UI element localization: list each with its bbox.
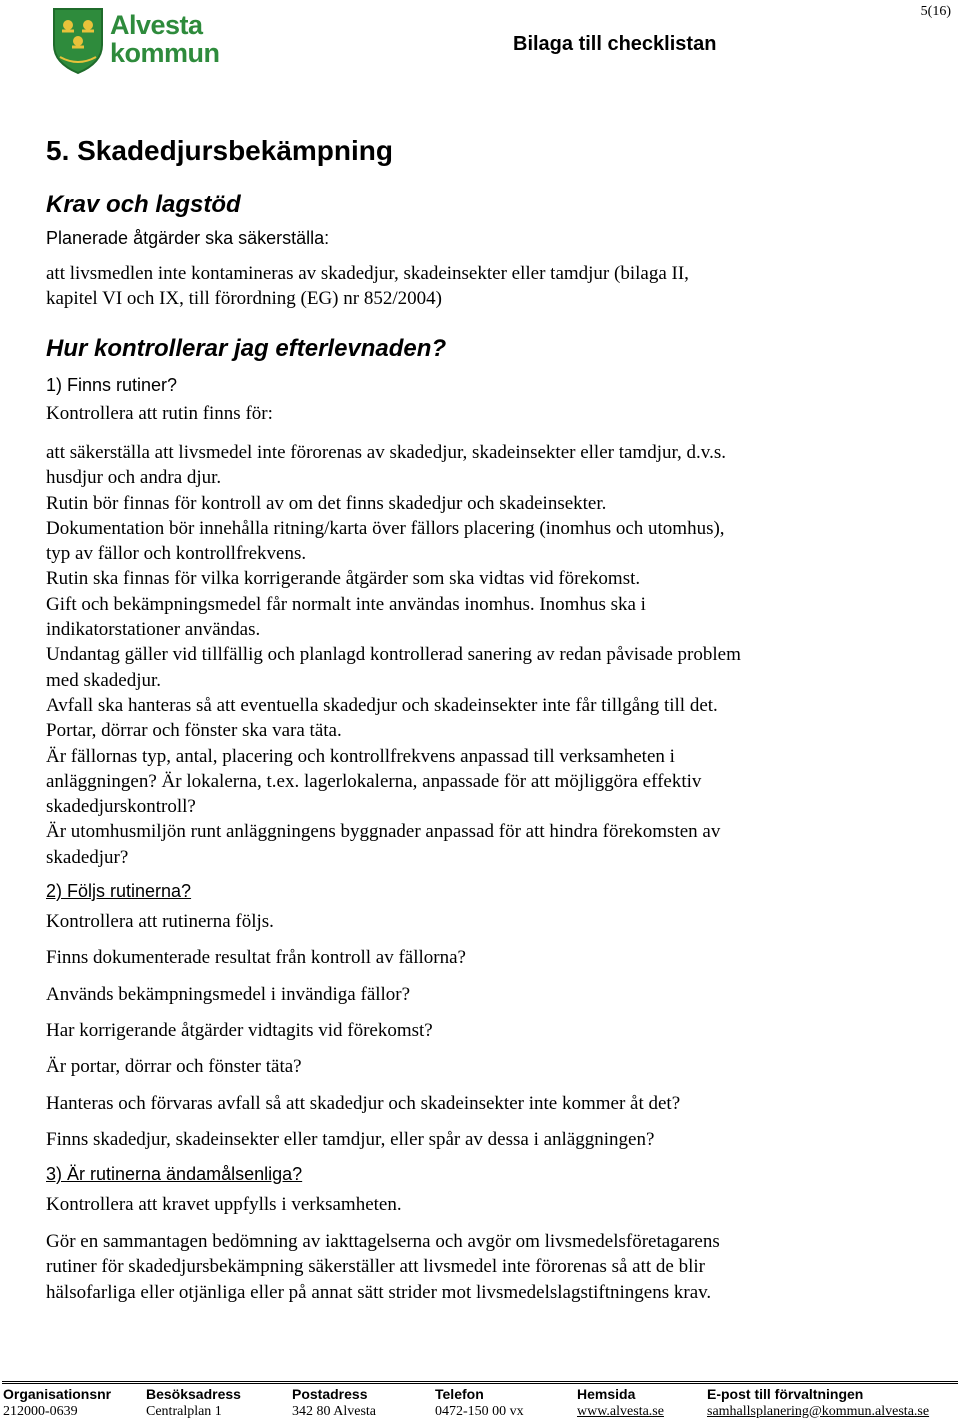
q1-line: med skadedjur. <box>46 669 162 691</box>
q1-line: Rutin bör finnas för kontroll av om det finns skadedjur och skadeinsekter. <box>46 492 607 514</box>
logo-text-kommun: kommun <box>110 38 220 68</box>
footer-postal-address <box>292 1386 376 1420</box>
footer-label: Organisationsnr <box>3 1386 112 1402</box>
q1-heading: 1) Finns rutiner? <box>46 375 178 395</box>
hur-heading: Hur kontrollerar jag efterlevnaden? <box>46 335 447 362</box>
q1-line: att säkerställa att livsmedel inte förorenas av skadedjur, skadeinsekter eller tamdjur, d.v.s. <box>46 442 726 463</box>
q3-heading: 3) Är rutinerna ändamålsenliga? <box>46 1164 303 1184</box>
footer-value: 212000-0639 <box>3 1404 78 1419</box>
q2-item: Är portar, dörrar och fönster täta? <box>46 1056 302 1077</box>
coat-of-arms-icon <box>50 5 106 75</box>
krav-intro: Planerade åtgärder ska säkerställa: <box>46 228 330 248</box>
krav-line: att livsmedlen inte kontamineras av skadedjur, skadeinsekter eller tamdjur (bilaga II, <box>46 263 689 284</box>
footer-email <box>707 1386 929 1420</box>
q2-item: Hanteras och förvaras avfall så att skadedjur och skadeinsekter inte kommer åt det? <box>46 1093 681 1114</box>
section-title: 5. Skadedjursbekämpning <box>46 135 393 166</box>
q3-text <box>46 1229 906 1305</box>
footer-label: E-post till förvaltningen <box>707 1386 864 1402</box>
footer-phone <box>435 1386 524 1420</box>
q1-line: Dokumentation bör innehålla ritning/karta över fällors placering (inomhus och utomhus), <box>46 517 725 539</box>
q1-line: typ av fällor och kontrollfrekvens. <box>46 543 307 565</box>
q1-line: Är fällornas typ, antal, placering och kontrollfrekvens anpassad till verksamheten i <box>46 745 675 767</box>
q1-line: anläggningen? Är lokalerna, t.ex. lagerlokalerna, anpassade för att möjliggöra effektiv <box>46 770 702 792</box>
footer-label: Hemsida <box>577 1386 636 1402</box>
q1-line: Rutin ska finnas för vilka korrigerande åtgärder som ska vidtas vid förekomst. <box>46 568 641 590</box>
q1-line: Undantag gäller vid tillfällig och planlagd kontrollerad sanering av redan påvisade problem <box>46 644 741 666</box>
logo-text-alvesta: Alvesta <box>110 10 203 40</box>
q1-line: husdjur och andra djur. <box>46 467 222 489</box>
q2-item: Har korrigerande åtgärder vidtagits vid förekomst? <box>46 1020 433 1041</box>
email-link[interactable]: samhallsplanering@kommun.alvesta.se <box>707 1404 930 1419</box>
q1-line: Portar, dörrar och fönster ska vara täta. <box>46 720 342 742</box>
q2-item: Finns dokumenterade resultat från kontroll av fällorna? <box>46 947 466 968</box>
footer-divider <box>2 1381 958 1384</box>
footer-visit-address <box>146 1386 241 1420</box>
q1-line: indikatorstationer användas. <box>46 619 261 641</box>
krav-heading: Krav och lagstöd <box>46 191 241 218</box>
page-number: 5(16) <box>920 4 951 19</box>
q1-intro: Kontrollera att rutin finns för: <box>46 403 273 424</box>
q1-line: skadedjurskontroll? <box>46 796 196 818</box>
footer-label: Postadress <box>292 1386 368 1402</box>
q2-item: Används bekämpningsmedel i invändiga fällor? <box>46 984 411 1005</box>
q3-line: Gör en sammantagen bedömning av iakttagelserna och avgör om livsmedelsföretagarens <box>46 1231 720 1252</box>
alvesta-kommun-logo <box>50 5 240 77</box>
q3-line: rutiner för skadedjursbekämpning säkerställer att livsmedel inte förorenas så att de blir <box>46 1256 705 1278</box>
q2-item: Finns skadedjur, skadeinsekter eller tamdjur, eller spår av dessa i anläggningen? <box>46 1129 655 1150</box>
footer-label: Telefon <box>435 1386 484 1402</box>
krav-line: kapitel VI och IX, till förordning (EG) nr 852/2004) <box>46 288 442 310</box>
footer-label: Besöksadress <box>146 1386 241 1402</box>
q2-heading: 2) Följs rutinerna? <box>46 881 192 901</box>
document-label: Bilaga till checklistan <box>513 33 717 55</box>
q1-line: Avfall ska hanteras så att eventuella skadedjur och skadeinsekter inte får tillgång till det. <box>46 694 718 716</box>
footer-value: Centralplan 1 <box>146 1404 222 1419</box>
krav-text <box>46 261 906 312</box>
footer-org-number <box>3 1386 111 1420</box>
footer-value: 0472-150 00 vx <box>435 1404 524 1419</box>
q3-intro: Kontrollera att kravet uppfylls i verksamheten. <box>46 1194 402 1215</box>
q1-line: skadedjur? <box>46 846 129 868</box>
website-link[interactable]: www.alvesta.se <box>577 1404 664 1419</box>
q1-text <box>46 440 906 870</box>
q1-line: Gift och bekämpningsmedel får normalt inte användas inomhus. Inomhus ska i <box>46 593 646 615</box>
footer-value: 342 80 Alvesta <box>292 1404 376 1419</box>
q2-item: Kontrollera att rutinerna följs. <box>46 911 274 932</box>
q1-line: Är utomhusmiljön runt anläggningens byggnader anpassad för att hindra förekomsten av <box>46 821 721 843</box>
footer-website <box>577 1386 664 1420</box>
q3-line: hälsofarliga eller otjänliga eller på annat sätt strider mot livsmedelslagstiftningens krav. <box>46 1281 712 1303</box>
